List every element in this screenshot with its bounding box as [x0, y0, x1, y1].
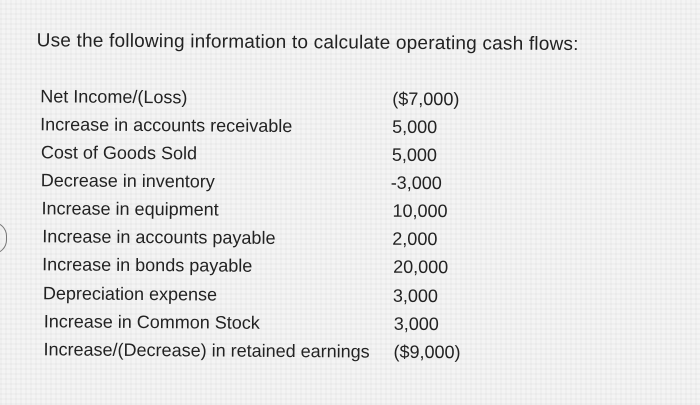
line-item-label: Increase in accounts payable	[42, 226, 276, 248]
line-item-label: Net Income/(Loss)	[40, 86, 188, 108]
line-item-label: Increase in accounts receivable	[40, 114, 293, 137]
line-item-equipment	[0, 198, 699, 229]
line-item-label: Increase in equipment	[41, 198, 219, 220]
line-item-inventory	[0, 170, 699, 201]
instruction-text: Use the following information to calculate operating cash flows:	[36, 30, 579, 56]
line-item-label: Increase/(Decrease) in retained earnings	[43, 339, 370, 362]
line-item-value: 5,000	[392, 116, 438, 138]
line-item-value: 20,000	[393, 256, 449, 278]
line-item-label: Depreciation expense	[42, 283, 218, 305]
line-item-value: 2,000	[392, 228, 438, 250]
line-item-label: Increase in Common Stock	[43, 311, 260, 333]
line-item-accounts-receivable	[0, 114, 699, 145]
line-item-value: 3,000	[393, 313, 439, 335]
line-item-value: 10,000	[392, 200, 448, 222]
line-item-label: Decrease in inventory	[40, 170, 215, 192]
line-item-value: 3,000	[392, 285, 439, 307]
line-item-retained-earnings	[0, 339, 698, 370]
line-item-accounts-payable	[0, 226, 698, 257]
line-item-common-stock	[0, 311, 698, 342]
line-item-bonds-payable	[0, 254, 698, 285]
line-item-value: 5,000	[391, 144, 438, 166]
line-item-value: ($7,000)	[392, 88, 460, 110]
line-item-label: Cost of Goods Sold	[40, 142, 198, 164]
line-item-value: ($9,000)	[393, 341, 461, 363]
line-item-net-income	[0, 86, 699, 117]
line-item-label: Increase in bonds payable	[42, 254, 253, 276]
line-item-cost-of-goods-sold	[0, 142, 699, 173]
line-item-value: -3,000	[390, 172, 442, 194]
line-item-depreciation	[0, 283, 698, 314]
